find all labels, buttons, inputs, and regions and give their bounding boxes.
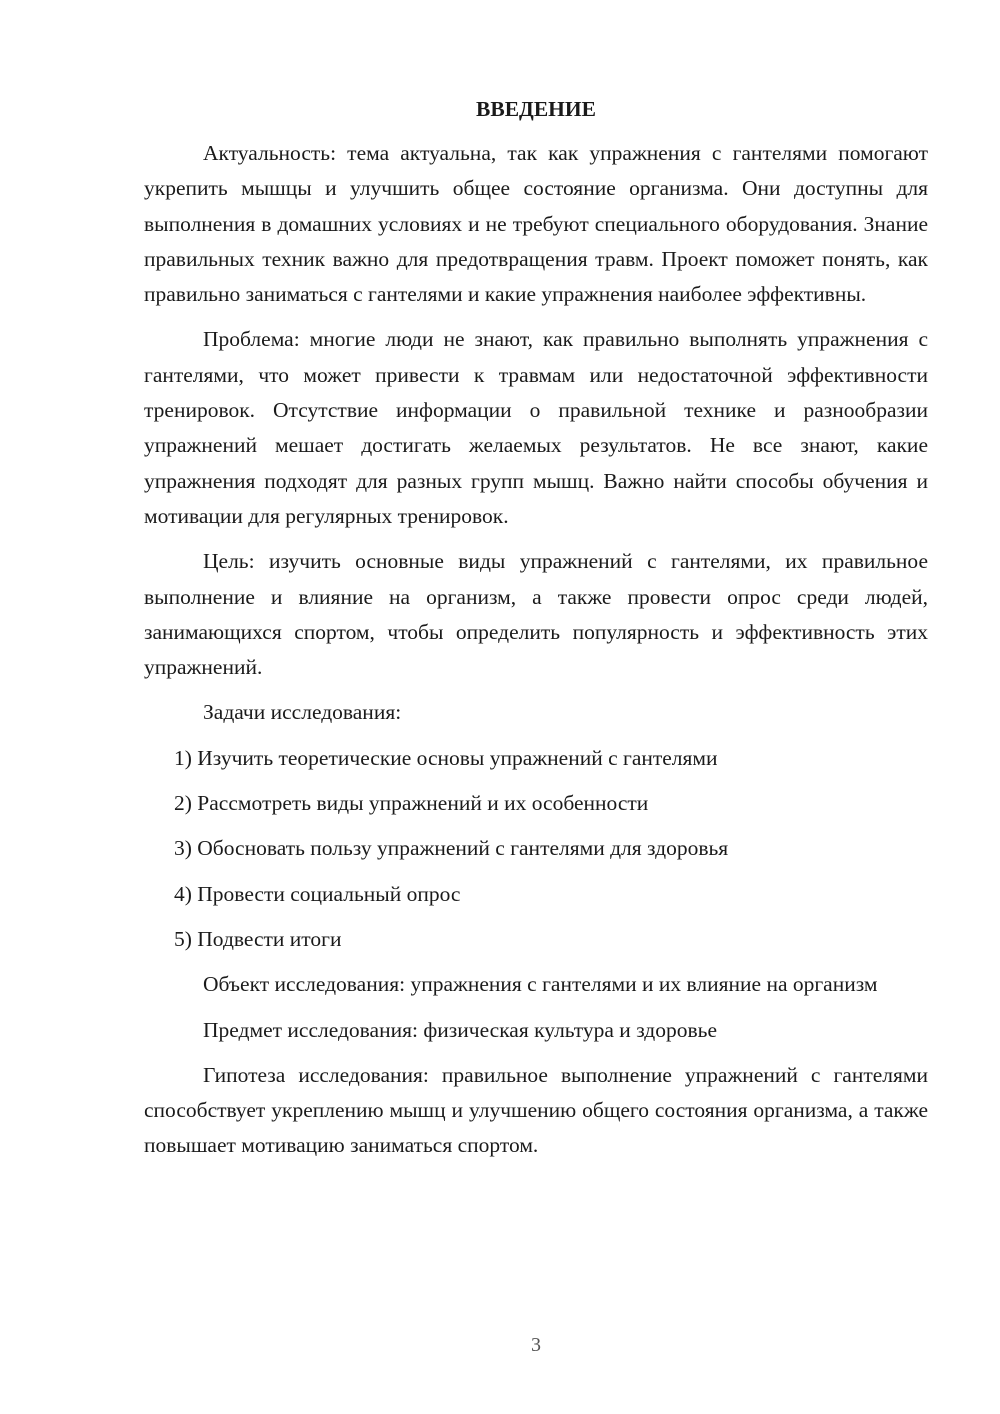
paragraph-goal: Цель: изучить основные виды упражнений с гантелями, их правильное выполнение и влияние на организм, а также провести опрос среди людей, занимающихся спортом, чтобы определить популярность и эффективность этих упражнений. xyxy=(144,549,928,680)
document-page xyxy=(144,92,928,1174)
list-item: 5) Подвести итоги xyxy=(174,926,342,951)
list-item: 4) Провести социальный опрос xyxy=(174,881,461,906)
paragraph-hypothesis: Гипотеза исследования: правильное выполнение упражнений с гантелями способствует укреплению мышц и улучшению общего состояния организма, а также повышает мотивацию заниматься спортом. xyxy=(144,1062,928,1158)
paragraph-object: Объект исследования: упражнения с гантелями и их влияние на организм xyxy=(203,972,878,997)
list-item: 3) Обосновать пользу упражнений с гантелями для здоровья xyxy=(174,836,729,861)
tasks-heading: Задачи исследования: xyxy=(203,700,402,725)
paragraph-subject: Предмет исследования: физическая культура и здоровье xyxy=(203,1017,717,1042)
page-number: 3 xyxy=(531,1334,541,1356)
tasks-list xyxy=(144,741,928,957)
list-item: 1) Изучить теоретические основы упражнений с гантелями xyxy=(174,745,718,770)
page-title: ВВЕДЕНИЕ xyxy=(476,97,596,121)
paragraph-relevance: Актуальность: тема актуальна, так как упражнения с гантелями помогают укрепить мышцы и улучшить общее состояние организма. Они доступны для выполнения в домашних условиях и не требуют специального оборудования. Знание правильных техник важно для предотвращения травм. Проект поможет понять, как правильно заниматься с гантелями и какие упражнения наиболее эффективны. xyxy=(144,141,928,307)
list-item: 2) Рассмотреть виды упражнений и их особенности xyxy=(174,791,649,816)
paragraph-problem: Проблема: многие люди не знают, как правильно выполнять упражнения с гантелями, что может привести к травмам или недостаточной эффективности тренировок. Отсутствие информации о правильной технике и разнообразии упражнений мешает достигать желаемых результатов. Не все знают, какие упражнения подходят для разных групп мышц. Важно найти способы обучения и мотивации для регулярных тренировок. xyxy=(144,327,928,528)
